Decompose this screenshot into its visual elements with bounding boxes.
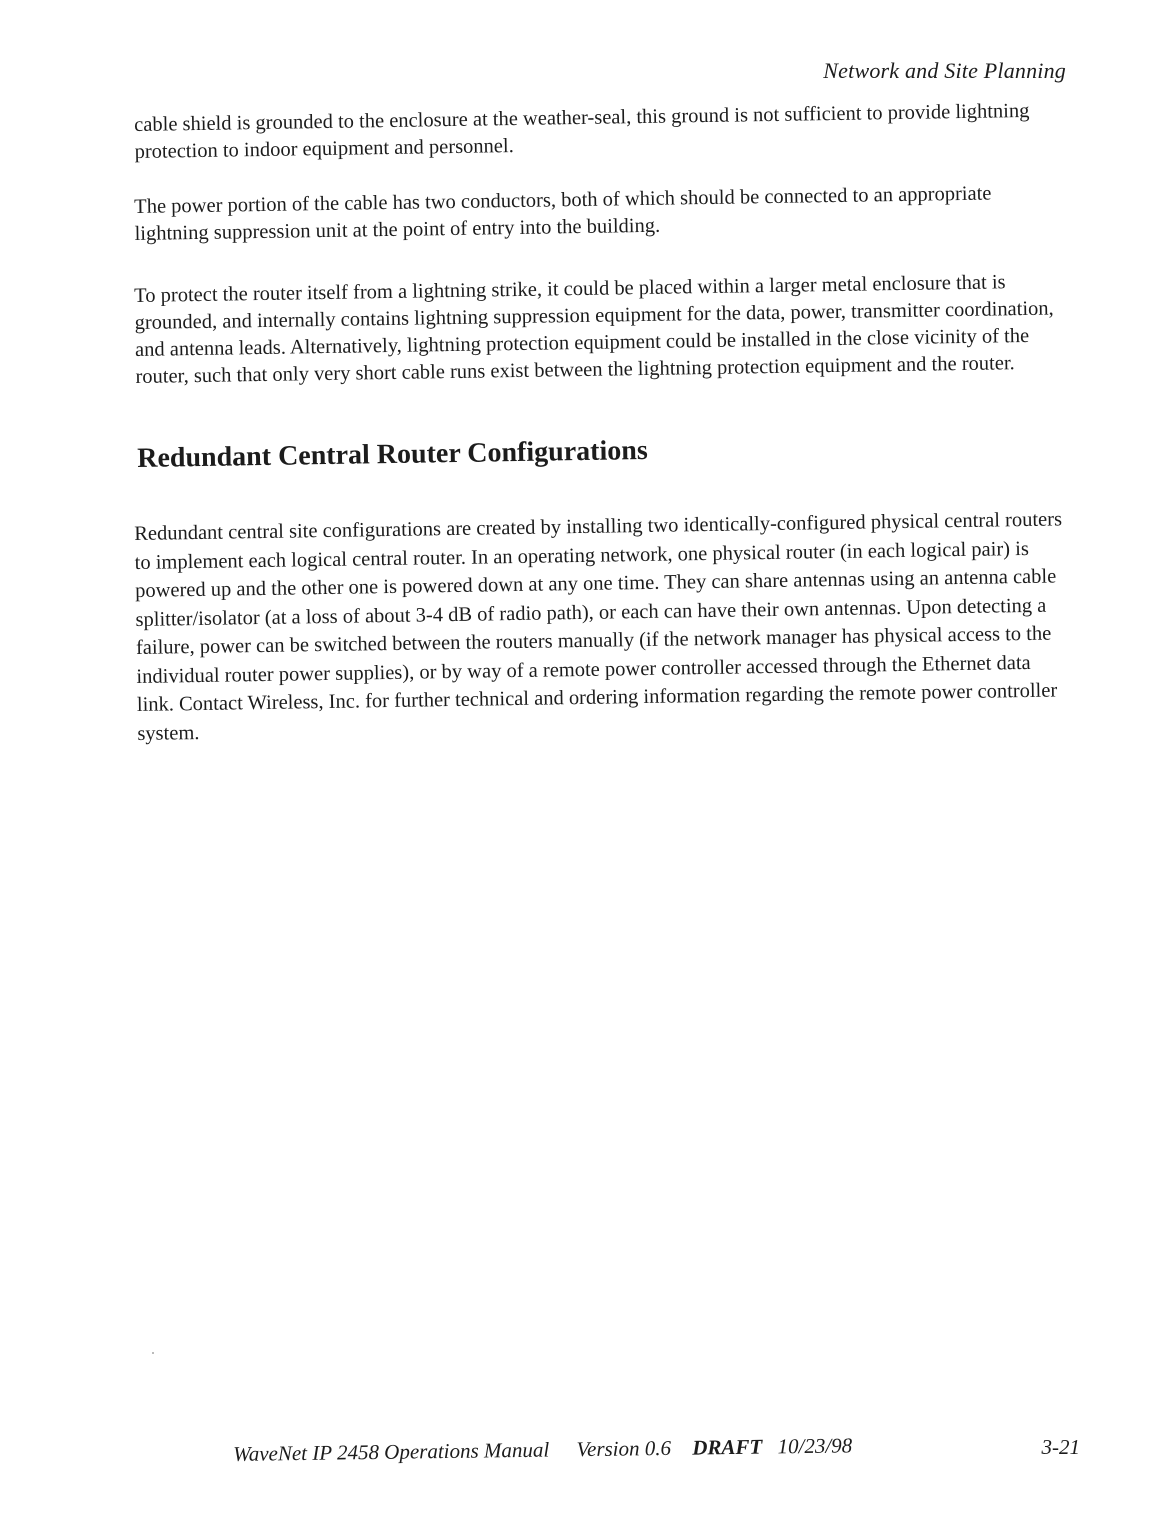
page-footer (233, 1433, 852, 1467)
footer-version: Version 0.6 (576, 1435, 672, 1462)
scan-speck (152, 1352, 154, 1354)
footer-manual-title: WaveNet IP 2458 Operations Manual (233, 1437, 550, 1466)
running-header: Network and Site Planning (823, 58, 1066, 83)
page-number: 3-21 (1041, 1435, 1080, 1459)
paragraph-cable-shield: cable shield is grounded to the enclosure at the weather-seal, this ground is not sufficient to provide lightning protection to indoor equipment and personnel. (134, 99, 1030, 163)
footer-draft-label: DRAFT (692, 1434, 763, 1460)
section-heading: Redundant Central Router Configurations (137, 434, 648, 474)
paragraph-redundant-routers: Redundant central site configurations are created by installing two identically-configured physical central routers to implement each logical central router. In an operating network, one physical router (in each logical pair) is powered up and the other one is powered down at any one time. They can share antennas using an antenna cable splitter/isolator (at a loss of about 3-4 dB of radio path), or each can have their own antennas. Upon detecting a failure, power can be switched between the routers manually (if the network manager has physical access to the individual router power supplies), or by way of a remote power controller accessed through the Ethernet data link. Contact Wireless, Inc. for further technical and ordering information regarding the remote power controller system. (134, 508, 1063, 745)
paragraph-router-protection: To protect the router itself from a lightning strike, it could be placed within a larger metal enclosure that is grounded, and internally contains lightning suppression equipment for the data, power, transmitter coordination, and antenna leads. Alternatively, lightning protection equipment could be installed in the close vicinity of the router, such that only very short cable runs exist between the lightning protection equipment and the router. (134, 271, 1054, 388)
footer-date: 10/23/98 (777, 1433, 853, 1459)
paragraph-power-conductors: The power portion of the cable has two conductors, both of which should be connected to an appropriate lightning suppression unit at the point of entry into the building. (134, 182, 992, 245)
